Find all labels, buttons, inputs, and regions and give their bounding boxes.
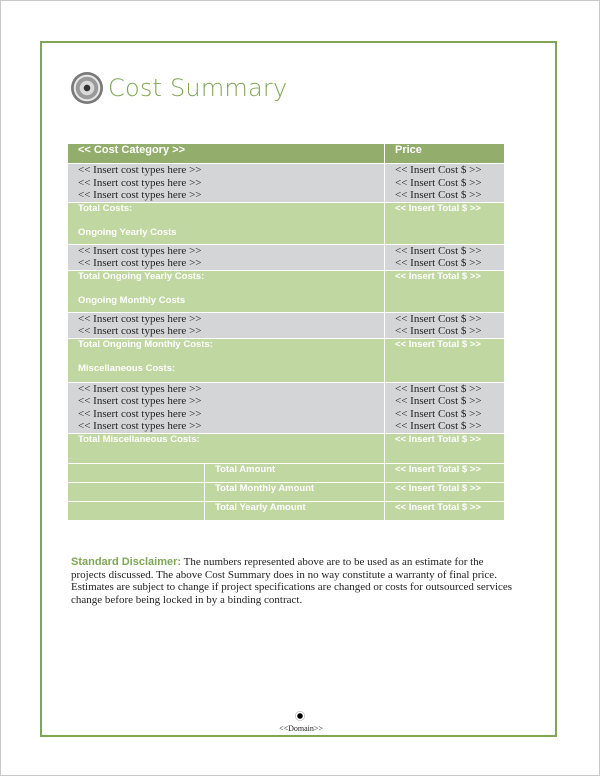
cost-type-item: << Insert cost types here >>: [78, 407, 202, 420]
total-label: Total Costs:: [78, 202, 133, 214]
total-value: << Insert Total $ >>: [385, 270, 505, 312]
total-value: << Insert Total $ >>: [385, 433, 505, 463]
price-header: Price: [385, 144, 505, 164]
table-header-row: [68, 144, 505, 164]
amount-value: << Insert Total $ >>: [385, 482, 505, 501]
total-label: Total Ongoing Monthly Costs:: [78, 338, 213, 350]
cost-type-item: << Insert cost types here >>: [78, 312, 202, 325]
cost-price-item: << Insert Cost $ >>: [395, 257, 482, 269]
cost-price-item: << Insert Cost $ >>: [395, 164, 482, 176]
disc-logo-icon: [71, 72, 103, 104]
cost-price-item: << Insert Cost $ >>: [395, 244, 482, 257]
page-title: Cost Summary: [108, 74, 288, 102]
amount-spacer: [68, 463, 205, 482]
cost-type-item: << Insert cost types here >>: [78, 164, 202, 176]
cost-items-row: [68, 244, 505, 270]
total-label: Total Miscellaneous Costs:: [68, 433, 385, 463]
cost-price-cell: [385, 244, 505, 270]
cost-price-item: << Insert Cost $ >>: [395, 176, 482, 189]
disclaimer: [71, 556, 521, 606]
amount-spacer: [68, 482, 205, 501]
total-label: Total Ongoing Yearly Costs:: [78, 270, 205, 282]
cost-type-item: << Insert cost types here >>: [78, 420, 202, 432]
disclaimer-label: Standard Disclaimer:: [71, 556, 182, 568]
amount-label: Total Amount: [205, 463, 385, 482]
total-row: [68, 202, 505, 244]
section-heading: Miscellaneous Costs:: [78, 362, 176, 374]
cost-type-cell: [68, 164, 385, 203]
amount-row: [68, 463, 505, 482]
cost-type-cell: [68, 312, 385, 338]
cost-type-item: << Insert cost types here >>: [78, 244, 202, 257]
cost-price-item: << Insert Cost $ >>: [395, 325, 482, 337]
footer-domain: <<Domain>>: [279, 724, 323, 733]
cost-type-item: << Insert cost types here >>: [78, 189, 202, 201]
total-row: [68, 338, 505, 382]
amount-row: [68, 501, 505, 520]
amount-value: << Insert Total $ >>: [385, 501, 505, 520]
amount-label: Total Yearly Amount: [205, 501, 385, 520]
cost-price-cell: [385, 382, 505, 433]
cost-price-item: << Insert Cost $ >>: [395, 407, 482, 420]
amount-label: Total Monthly Amount: [205, 482, 385, 501]
cost-type-item: << Insert cost types here >>: [78, 395, 202, 407]
total-row: [68, 433, 505, 463]
cost-summary-table: [67, 143, 505, 521]
total-row: [68, 270, 505, 312]
cost-items-row: [68, 312, 505, 338]
cost-price-item: << Insert Cost $ >>: [395, 420, 482, 432]
cost-type-item: << Insert cost types here >>: [78, 325, 202, 337]
amount-row: [68, 482, 505, 501]
cost-price-item: << Insert Cost $ >>: [395, 312, 482, 325]
cost-type-cell: [68, 382, 385, 433]
cost-price-cell: [385, 164, 505, 203]
cost-type-cell: [68, 244, 385, 270]
disclaimer-text: The numbers represented above are to be used as an estimate for the projects discussed. The above Cost Summary does in no way constitute a warranty of final price. Estimates are subject to change if project specifications are changed or costs for outsourced services change before being locked in by a binding contract.: [71, 556, 513, 606]
cost-type-item: << Insert cost types here >>: [78, 382, 202, 395]
amount-value: << Insert Total $ >>: [385, 463, 505, 482]
footer-dot-icon: [295, 711, 305, 721]
section-heading: Ongoing Yearly Costs: [78, 226, 177, 238]
cost-items-row: [68, 382, 505, 433]
total-value: << Insert Total $ >>: [385, 338, 505, 382]
total-value: << Insert Total $ >>: [385, 202, 505, 244]
cost-category-header: << Cost Category >>: [68, 144, 385, 164]
cost-price-item: << Insert Cost $ >>: [395, 395, 482, 407]
cost-items-row: [68, 164, 505, 203]
amount-spacer: [68, 501, 205, 520]
cost-price-item: << Insert Cost $ >>: [395, 189, 482, 201]
cost-type-item: << Insert cost types here >>: [78, 176, 202, 189]
section-heading: Ongoing Monthly Costs: [78, 294, 186, 306]
cost-price-cell: [385, 312, 505, 338]
cost-price-item: << Insert Cost $ >>: [395, 382, 482, 395]
cost-type-item: << Insert cost types here >>: [78, 257, 202, 269]
